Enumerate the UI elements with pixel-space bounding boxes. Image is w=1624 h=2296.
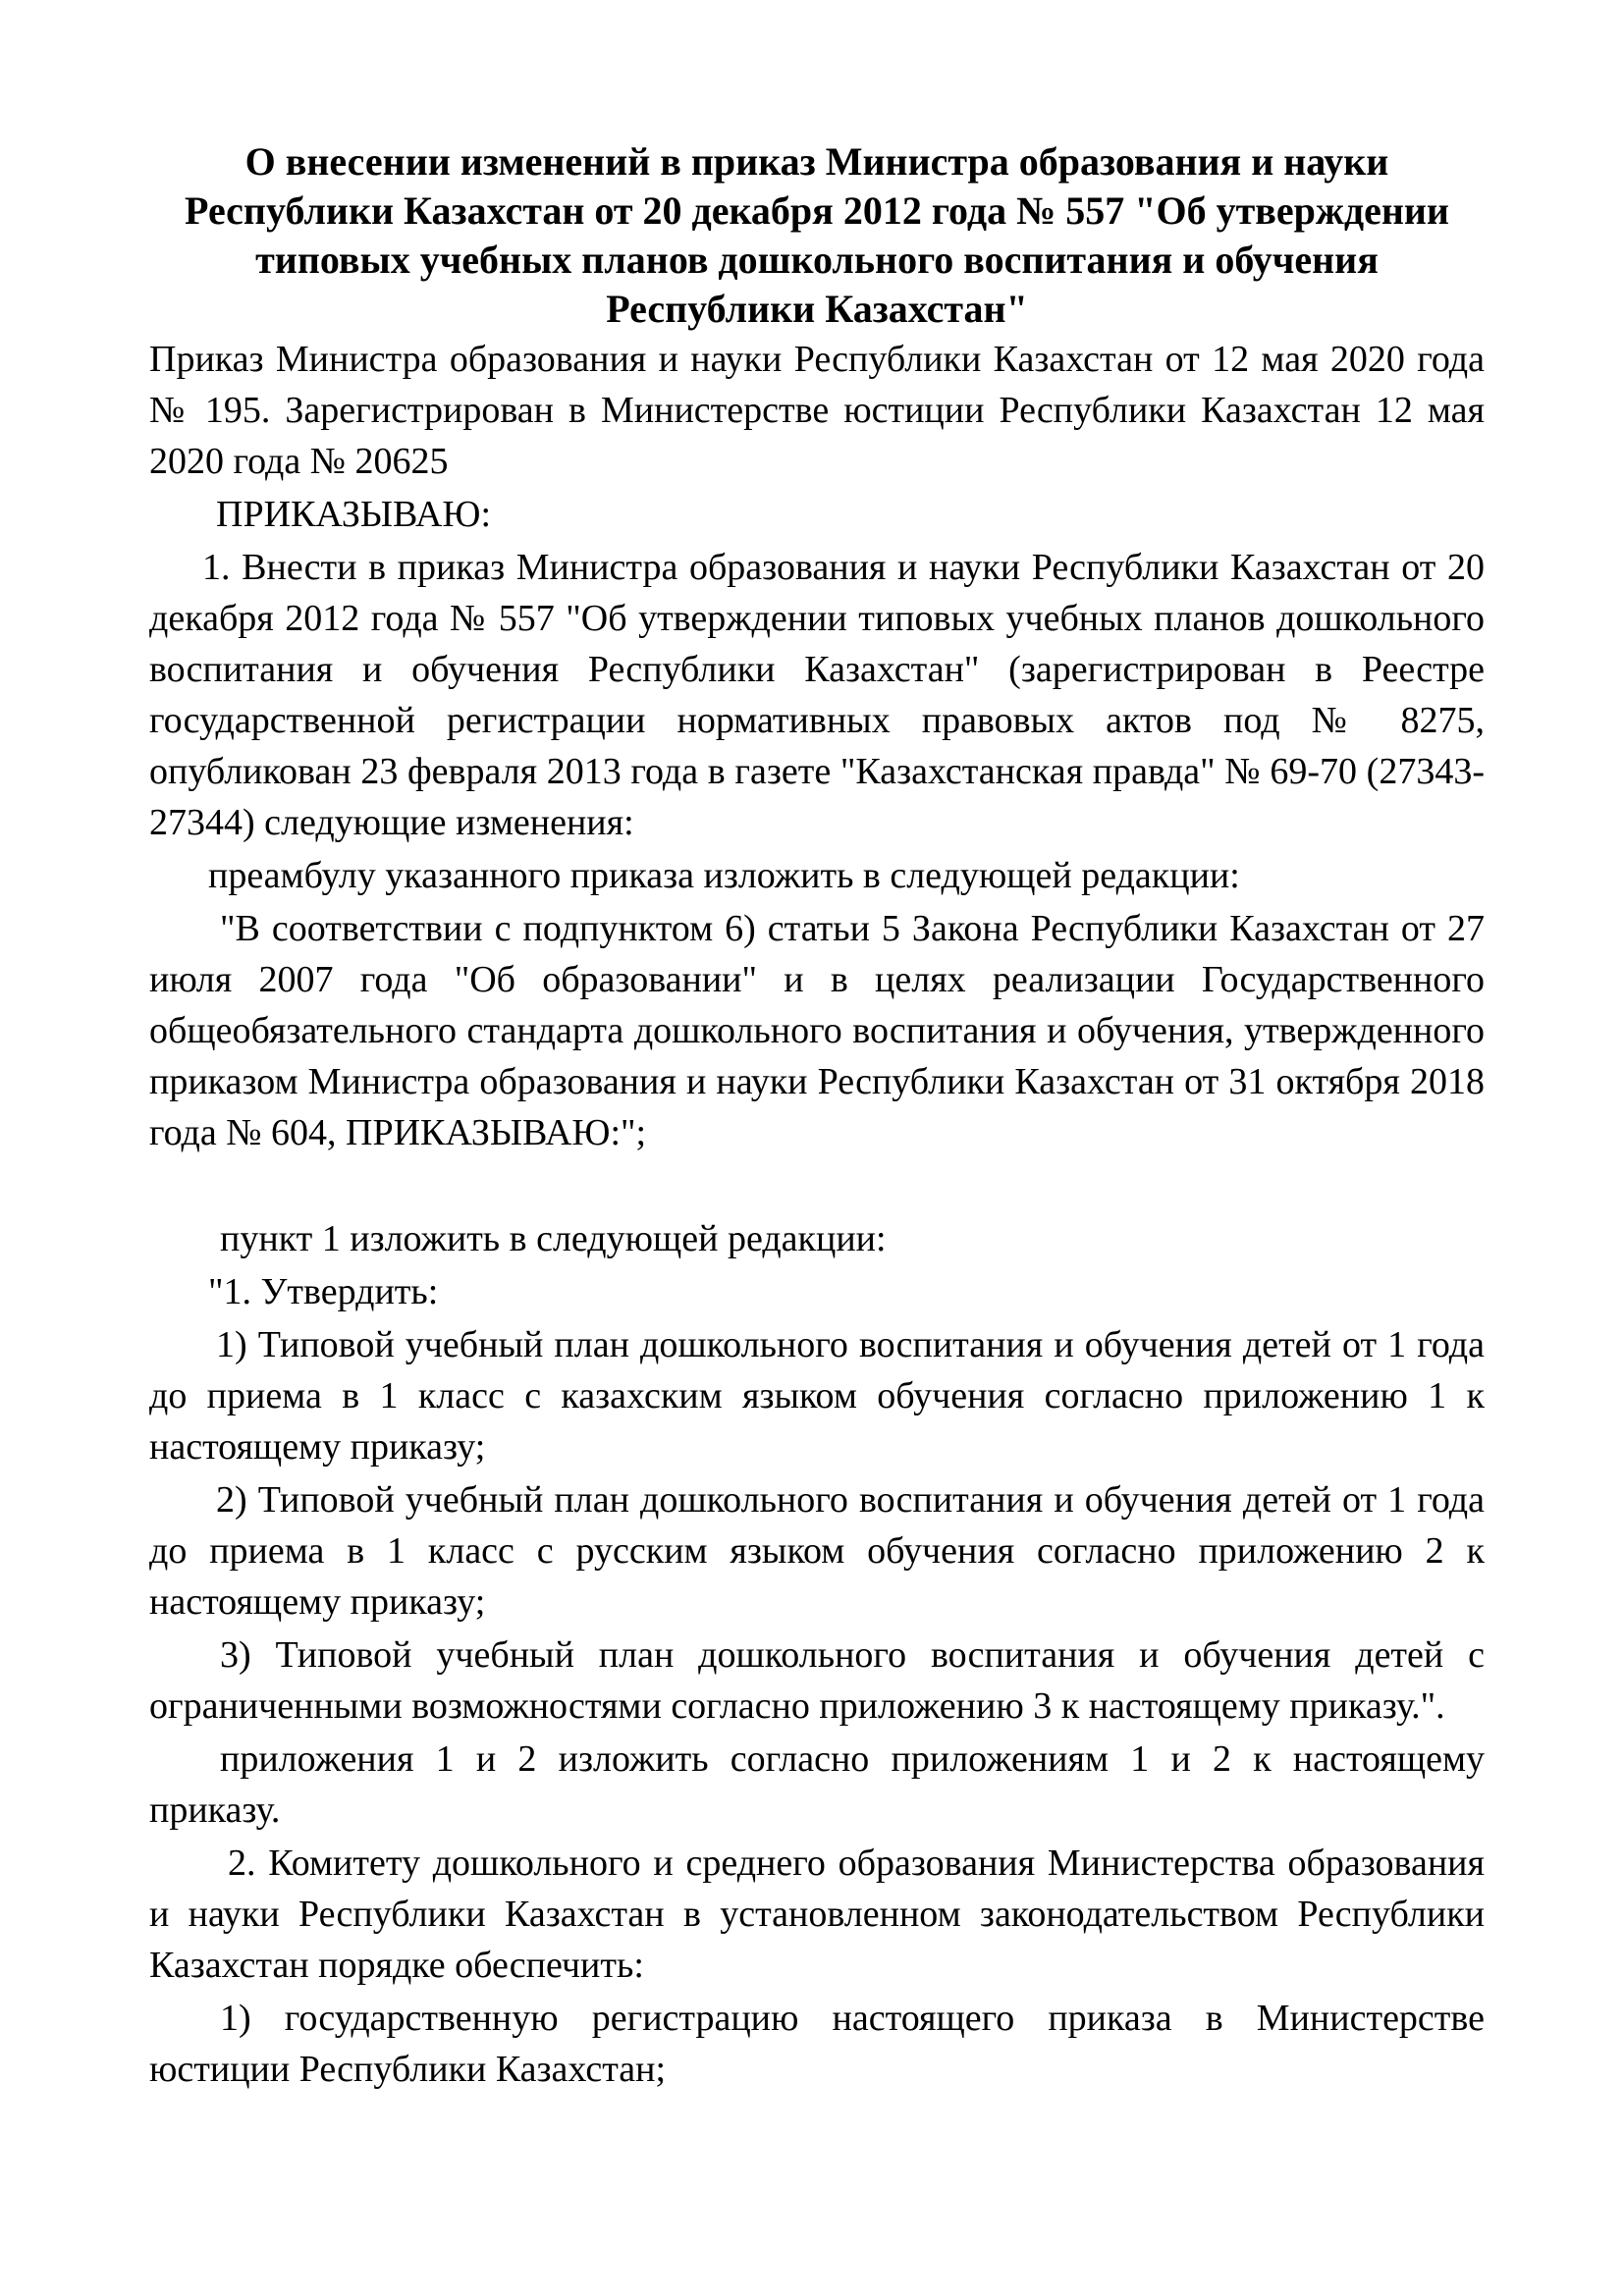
- paragraph-appendices: приложения 1 и 2 изложить согласно приложениям 1 и 2 к настоящему приказу.: [149, 1738, 1485, 1831]
- paragraph-subitem-3: 3) Типовой учебный план дошкольного воспитания и обучения детей с ограниченными возможностями согласно приложению 3 к настоящему приказу.".: [149, 1634, 1485, 1727]
- document-content: [149, 137, 1485, 2095]
- paragraph-item-2-sub-1: 1) государственную регистрацию настоящего приказа в Министерстве юстиции Республики Казахстан;: [149, 1998, 1485, 2090]
- paragraph-spacer: [149, 1158, 1485, 1211]
- paragraph-item-1: 1. Внести в приказ Министра образования и науки Республики Казахстан от 20 декабря 2012 года № 557 "Об утверждении типовых учебных планов дошкольного воспитания и обучения Республики Казахстан" (зарегистрирован в Реестре государственной регистрации нормативных правовых актов под № 8275, опубликован 23 февраля 2013 года в газете "Казахстанская правда" № 69-70 (27343-27344) следующие изменения:: [149, 547, 1485, 843]
- document-title: О внесении изменений в приказ Министра образования и науки Республики Казахстан от 20 декабря 2012 года № 557 "Об утверждении типовых учебных планов дошкольного воспитания и обучения Республики Казахстан": [185, 139, 1449, 331]
- paragraph-preamble-note: преамбулу указанного приказа изложить в следующей редакции:: [208, 855, 1240, 896]
- order-keyword: ПРИКАЗЫВАЮ:: [216, 494, 492, 535]
- paragraph-preamble-text: "В соответствии с подпунктом 6) статьи 5 Закона Республики Казахстан от 27 июля 2007 года "Об образовании" и в целях реализации Государственного общеобязательного стандарта дошкольного воспитания и обучения, утвержденного приказом Министра образования и науки Республики Казахстан от 31 октября 2018 года № 604, ПРИКАЗЫВАЮ:";: [149, 908, 1485, 1153]
- paragraph-subitem-1: 1) Типовой учебный план дошкольного воспитания и обучения детей от 1 года до приема в 1 класс с казахским языком обучения согласно приложению 1 к настоящему приказу;: [149, 1324, 1485, 1468]
- paragraph-approve: "1. Утвердить:: [208, 1271, 439, 1312]
- document-subtitle: Приказ Министра образования и науки Республики Казахстан от 12 мая 2020 года № 195. Зарегистрирован в Министерстве юстиции Республики Казахстан 12 мая 2020 года № 20625: [149, 339, 1485, 482]
- paragraph-subitem-2: 2) Типовой учебный план дошкольного воспитания и обучения детей от 1 года до приема в 1 класс с русским языком обучения согласно приложению 2 к настоящему приказу;: [149, 1479, 1485, 1623]
- paragraph-item-2: 2. Комитету дошкольного и среднего образования Министерства образования и науки Республики Казахстан в установленном законодательством Республики Казахстан порядке обеспечить:: [149, 1842, 1485, 1986]
- paragraph-point1-note: пункт 1 изложить в следующей редакции:: [220, 1218, 887, 1259]
